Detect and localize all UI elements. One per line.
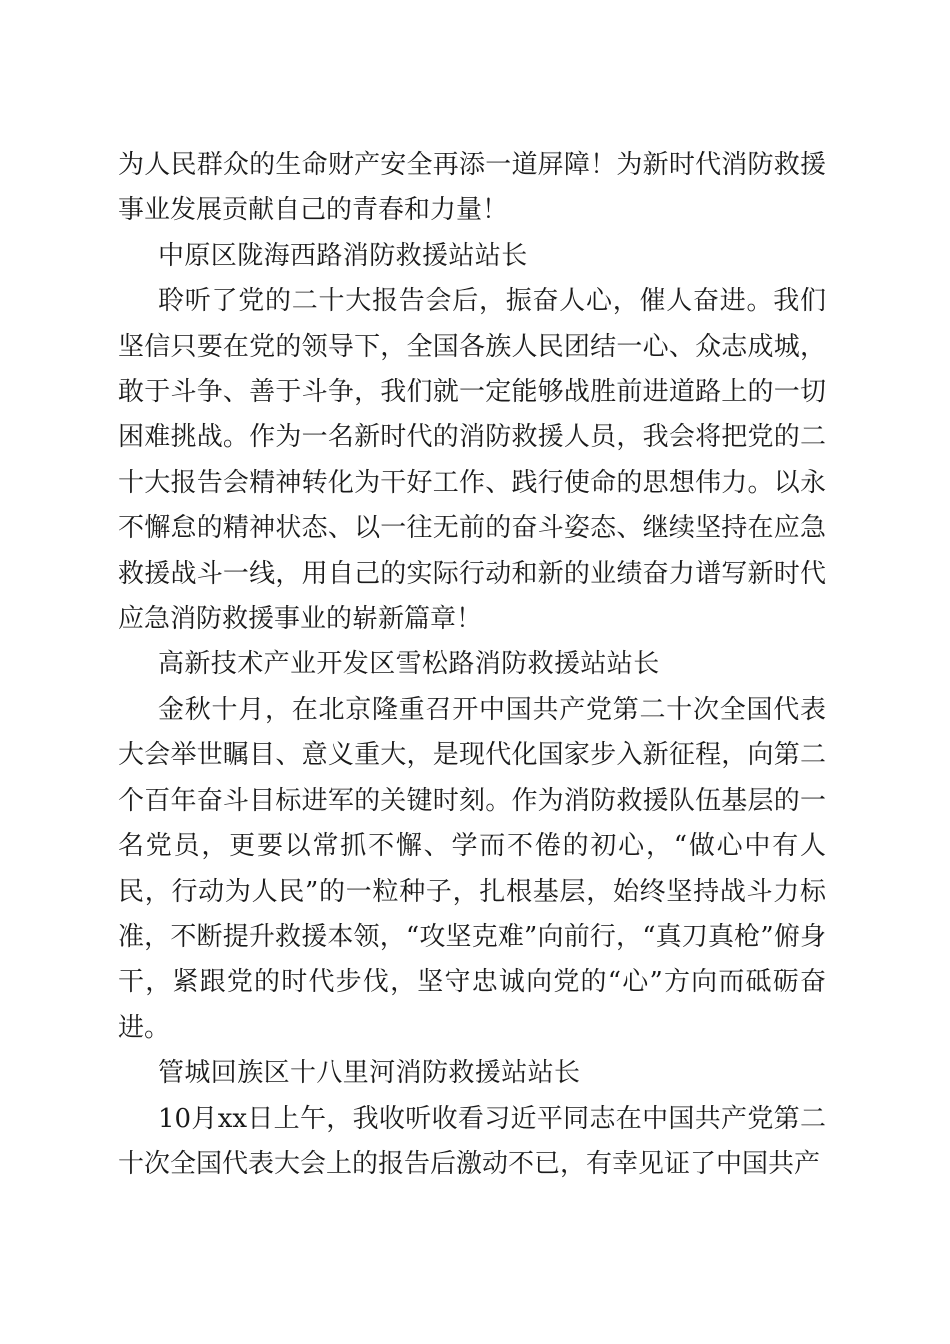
paragraph-gaoxin: 金秋十月，在北京隆重召开中国共产党第二十次全国代表大会举世瞩目、意义重大，是现代化国家步入新征程，向第二个百年奋斗目标进军的关键时刻。作为消防救援队伍基层的一名党员，更要以常抓不懈、学而不倦的初心，“做心中有人民，行动为人民”的一粒种子，扎根基层，始终坚持战斗力标准，不断提升救援本领，“攻坚克难”向前行，“真刀真枪”俯身干，紧跟党的时代步伐，坚守忠诚向党的“心”方向而砥砺奋进。 bbox=[118, 694, 826, 1043]
paragraph-continued: 为人民群众的生命财产安全再添一道屏障！为新时代消防救援事业发展贡献自己的青春和力量！ bbox=[118, 150, 826, 226]
section-heading-gaoxin: 高新技术产业开发区雪松路消防救援站站长 bbox=[158, 649, 660, 680]
paragraph-guancheng: 10月xx日上午，我收听收看习近平同志在中国共产党第二十次全国代表大会上的报告后激动不已，有幸见证了中国共产 bbox=[118, 1103, 826, 1179]
paragraph-zhongyuan: 聆听了党的二十大报告会后，振奋人心，催人奋进。我们坚信只要在党的领导下，全国各族人民团结一心、众志成城，敢于斗争、善于斗争，我们就一定能够战胜前进道路上的一切困难挑战。作为一名新时代的消防救援人员，我会将把党的二十大报告会精神转化为干好工作、践行使命的思想伟力。以永不懈怠的精神状态、以一往无前的奋斗姿态、继续坚持在应急救援战斗一线，用自己的实际行动和新的业绩奋力谱写新时代应急消防救援事业的崭新篇章！ bbox=[118, 286, 826, 635]
section-heading-zhongyuan: 中原区陇海西路消防救援站站长 bbox=[158, 240, 528, 271]
section-heading-guancheng: 管城回族区十八里河消防救援站站长 bbox=[158, 1058, 581, 1089]
document-body bbox=[118, 143, 826, 1187]
